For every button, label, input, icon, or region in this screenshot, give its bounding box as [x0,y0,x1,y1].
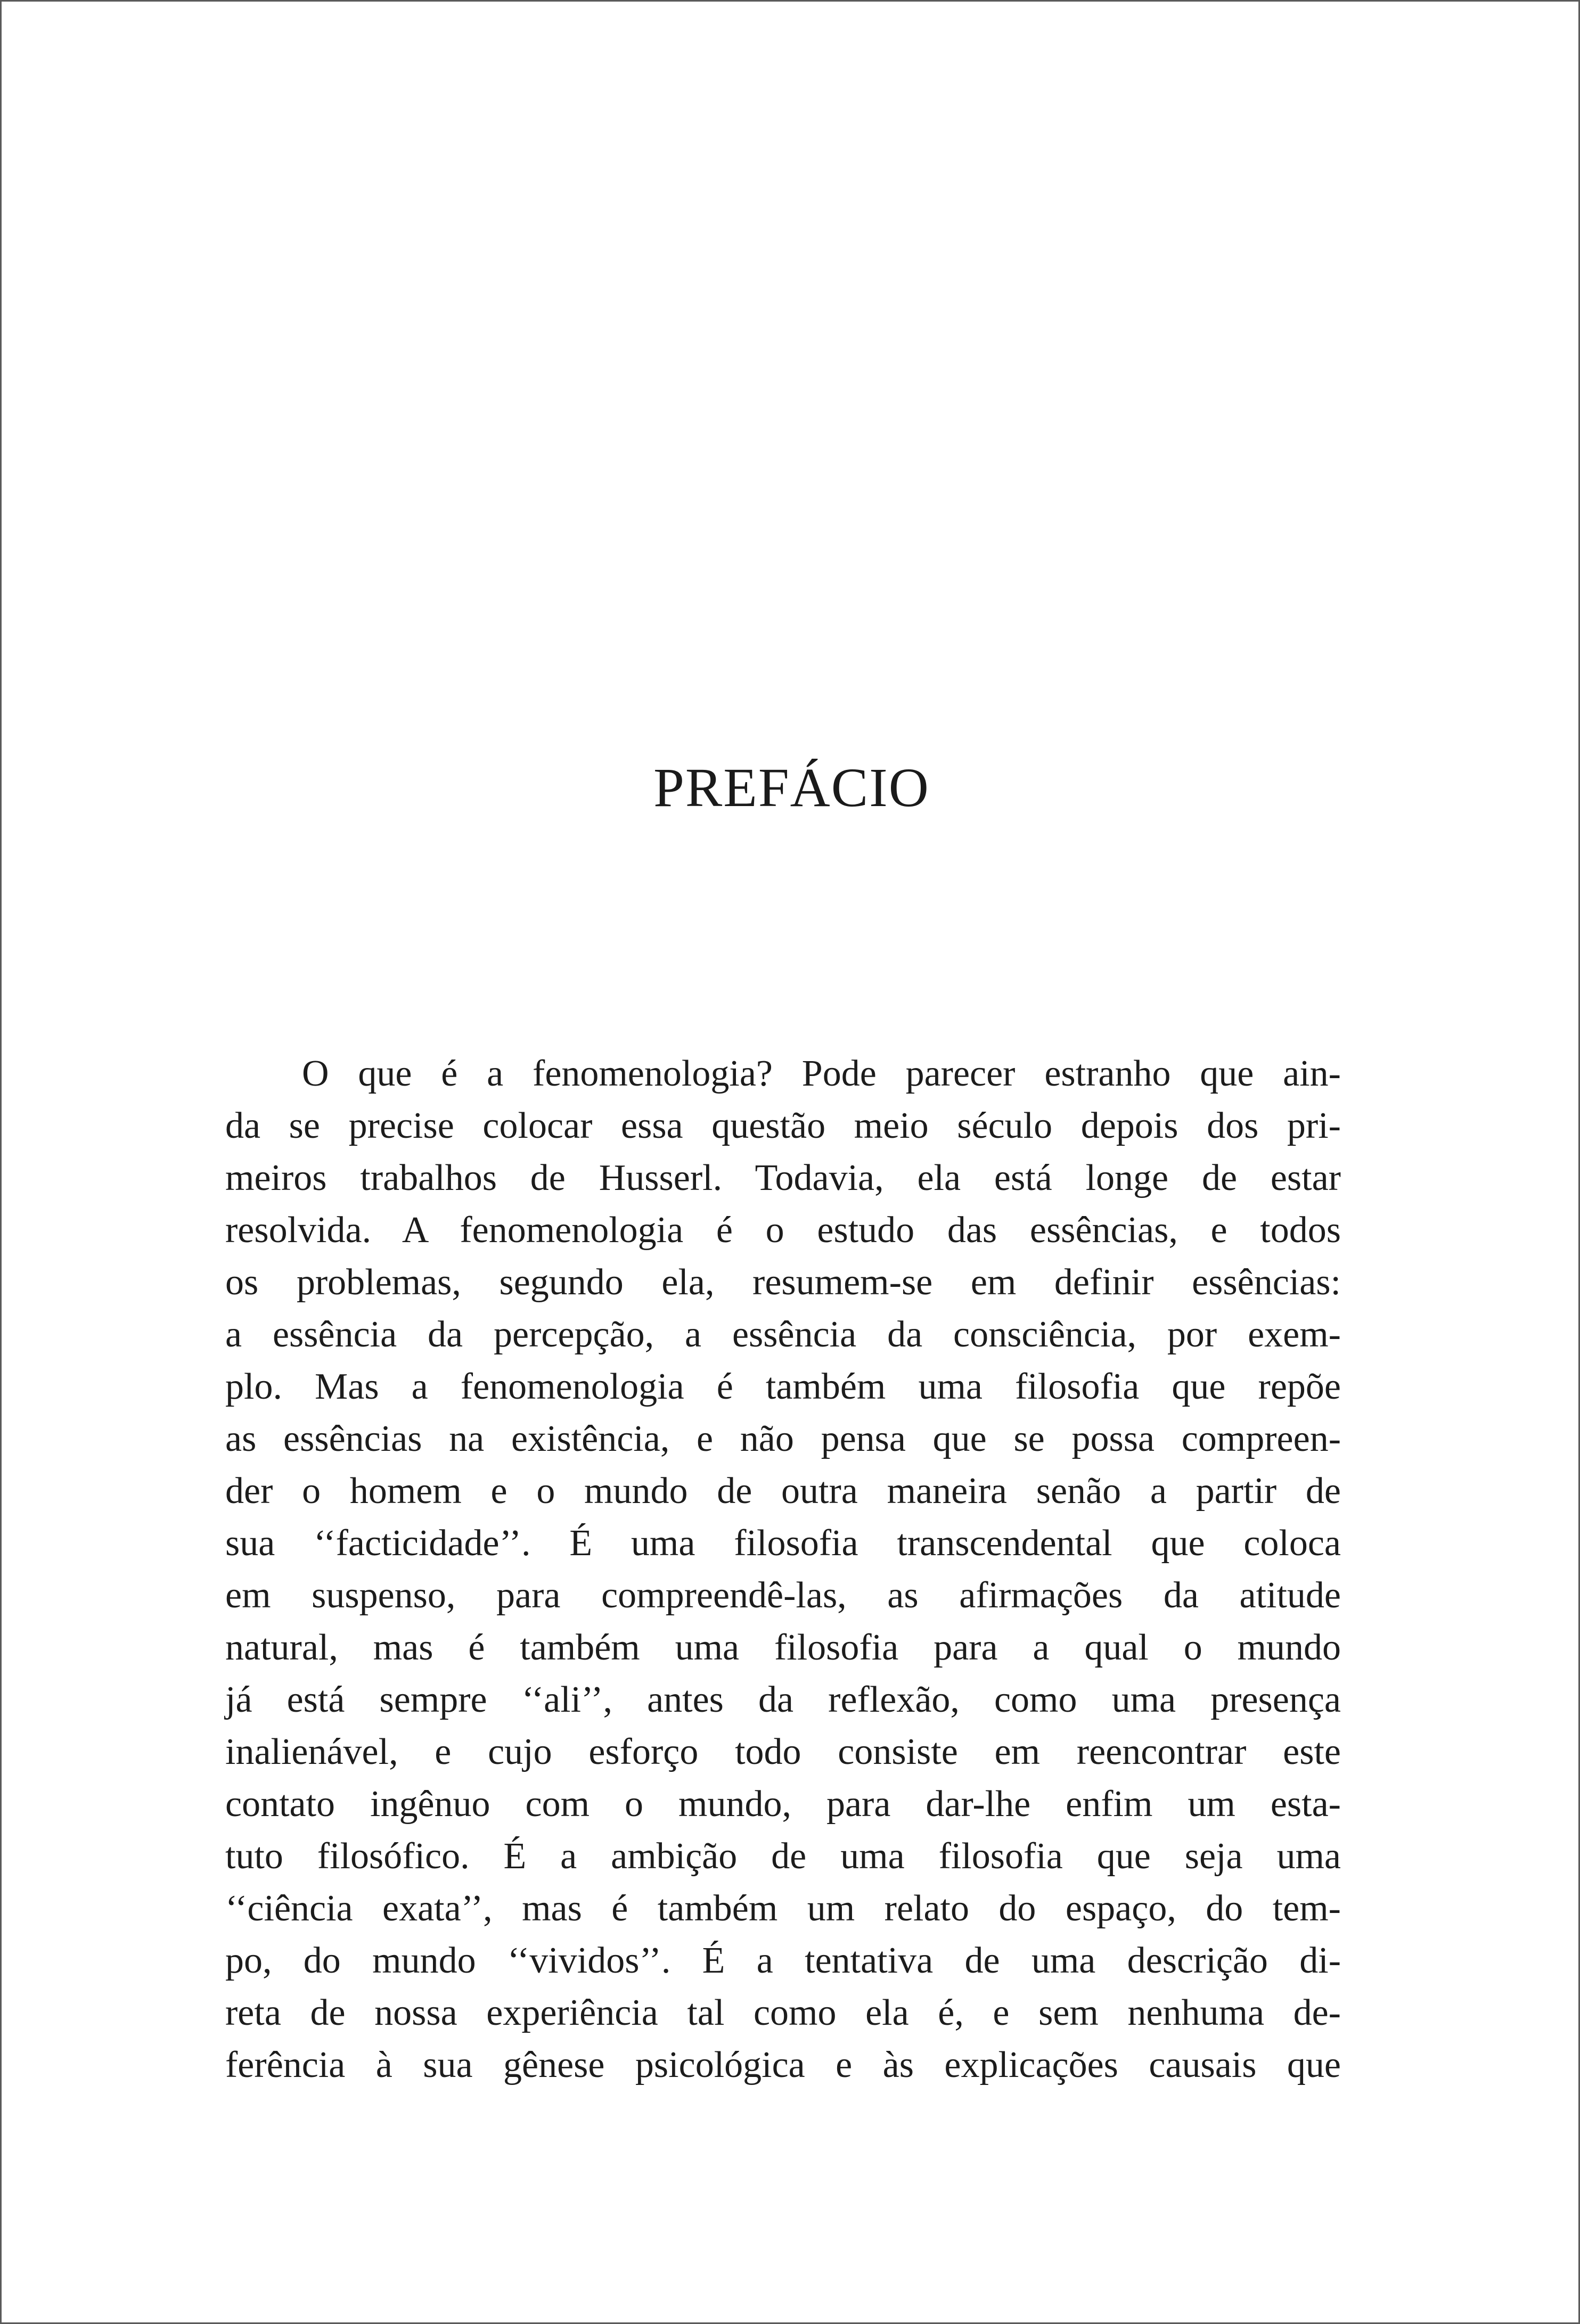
page-title: PREFÁCIO [653,757,930,818]
text-line: inalienável, e cujo esforço todo consiste em reencontrar este [225,1731,1341,1772]
text-line: resolvida. A fenomenologia é o estudo das essências, e todos [225,1210,1341,1251]
text-line: tuto filosófico. É a ambição de uma filosofia que seja uma [225,1836,1341,1877]
text-line: der o homem e o mundo de outra maneira senão a partir de [225,1471,1341,1512]
text-line: plo. Mas a fenomenologia é também uma filosofia que repõe [225,1366,1341,1407]
text-line: os problemas, segundo ela, resumem-se em definir essências: [225,1262,1341,1303]
text-line: meiros trabalhos de Husserl. Todavia, ela está longe de estar [225,1157,1341,1198]
text-line: reta de nossa experiência tal como ela é, e sem nenhuma de- [225,1992,1341,2033]
text-line: O que é a fenomenologia? Pode parecer estranho que ain- [302,1053,1341,1094]
text-line: contato ingênuo com o mundo, para dar-lhe enfim um esta- [225,1784,1341,1825]
text-line: da se precise colocar essa questão meio século depois dos pri- [225,1105,1341,1146]
preface-paragraph [225,1048,1341,2091]
text-line: natural, mas é também uma filosofia para a qual o mundo [225,1627,1341,1668]
text-line: já está sempre ‘‘ali’’, antes da reflexão, como uma presença [225,1679,1341,1720]
text-line: sua ‘‘facticidade’’. É uma filosofia transcendental que coloca [225,1523,1341,1564]
text-line: po, do mundo ‘‘vividos’’. É a tentativa de uma descrição di- [225,1940,1341,1981]
text-line: ferência à sua gênese psicológica e às explicações causais que [225,2044,1341,2085]
text-line: ‘‘ciência exata’’, mas é também um relato do espaço, do tem- [225,1888,1341,1929]
text-line: em suspenso, para compreendê-las, as afirmações da atitude [225,1575,1341,1616]
text-line: as essências na existência, e não pensa que se possa compreen- [225,1418,1341,1459]
text-line: a essência da percepção, a essência da consciência, por exem- [225,1314,1341,1355]
